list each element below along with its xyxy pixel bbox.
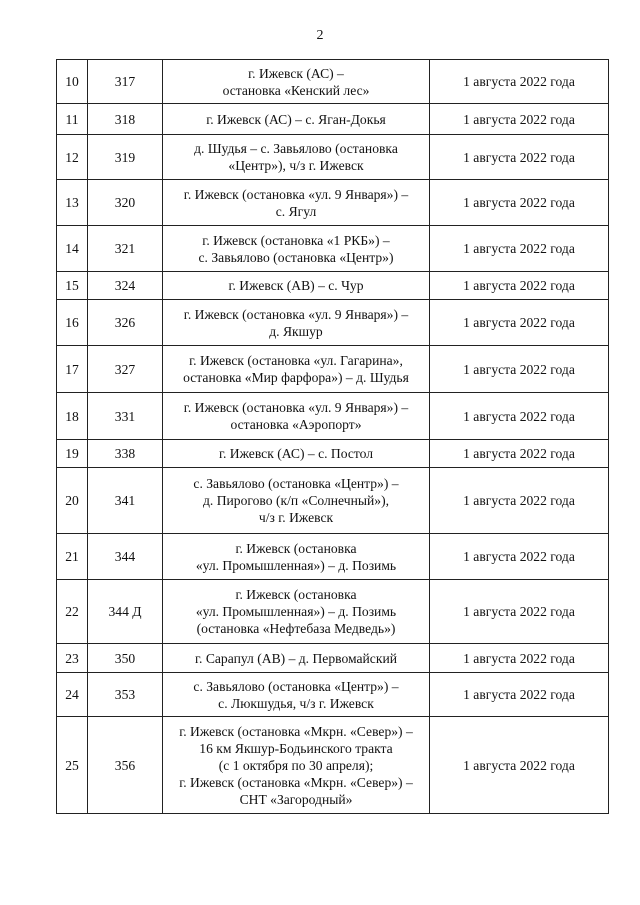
route-number-cell: 317 (88, 60, 163, 104)
route-number-cell: 320 (88, 180, 163, 226)
route-number-cell: 341 (88, 468, 163, 534)
effective-date-cell: 1 августа 2022 года (430, 300, 609, 346)
route-number-cell: 318 (88, 104, 163, 135)
route-description-cell (163, 393, 430, 440)
route-description-line: остановка «Аэропорт» (230, 417, 362, 432)
route-description-cell (163, 180, 430, 226)
effective-date-cell: 1 августа 2022 года (430, 346, 609, 393)
route-description-line: «Центр»), ч/з г. Ижевск (228, 158, 364, 173)
row-number-cell: 12 (57, 135, 88, 180)
route-description-cell (163, 717, 430, 814)
row-number-cell: 18 (57, 393, 88, 440)
table-row (57, 272, 609, 300)
table-row (57, 717, 609, 814)
effective-date-cell: 1 августа 2022 года (430, 717, 609, 814)
row-number-cell: 21 (57, 534, 88, 580)
route-description-line: г. Ижевск (остановка «ул. 9 Января») – (183, 186, 409, 202)
table-row (57, 644, 609, 673)
route-description-line: г. Ижевск (АС) – с. Постол (218, 446, 374, 461)
route-description-line: г. Сарапул (АВ) – д. Первомайский (194, 650, 397, 666)
table-row (57, 300, 609, 346)
route-number-cell: 327 (88, 346, 163, 393)
route-description-cell (163, 135, 430, 180)
table-row (57, 60, 609, 104)
route-description-line: с. Люкшудья, ч/з г. Ижевск (218, 695, 374, 711)
route-description-cell (163, 272, 430, 300)
route-description-line: д. Шудья – с. Завьялово (остановка (194, 141, 398, 156)
route-description-cell (163, 346, 430, 393)
routes-table (56, 59, 609, 814)
route-number-cell: 331 (88, 393, 163, 440)
row-number-cell: 11 (57, 104, 88, 135)
row-number-cell: 17 (57, 346, 88, 393)
route-description-line: СНТ «Загородный» (239, 791, 353, 807)
route-description-line: г. Ижевск (остановка «ул. 9 Января») – (183, 400, 409, 415)
routes-table-body (57, 60, 609, 814)
route-description-line: с. Завьялово (остановка «Центр») – (193, 678, 399, 694)
effective-date-cell: 1 августа 2022 года (430, 272, 609, 300)
table-row (57, 673, 609, 717)
row-number-cell: 22 (57, 580, 88, 644)
table-row (57, 534, 609, 580)
route-description-line: с. Завьялово (остановка «Центр») – (193, 476, 399, 491)
route-description-line: (с 1 октября по 30 апреля); (218, 757, 374, 773)
route-description-line: г. Ижевск (АС) – с. Яган-Докья (206, 111, 386, 127)
effective-date-cell: 1 августа 2022 года (430, 534, 609, 580)
route-description-line: г. Ижевск (остановка «ул. 9 Января») – (183, 306, 409, 322)
route-description-line: остановка «Кенский лес» (222, 82, 370, 98)
table-row (57, 393, 609, 440)
route-description-line: (остановка «Нефтебаза Медведь») (196, 621, 396, 636)
route-number-cell: 338 (88, 440, 163, 468)
effective-date-cell: 1 августа 2022 года (430, 60, 609, 104)
effective-date-cell: 1 августа 2022 года (430, 180, 609, 226)
row-number-cell: 23 (57, 644, 88, 673)
route-description-line: д. Якшур (269, 323, 323, 339)
table-row (57, 346, 609, 393)
route-description-line: 16 км Якшур-Бодьинского тракта (199, 740, 393, 756)
route-description-line: д. Пирогово (к/п «Солнечный»), (202, 493, 389, 508)
table-row (57, 226, 609, 272)
route-description-line: остановка «Мир фарфора») – д. Шудья (183, 370, 409, 385)
page-number: 2 (316, 28, 324, 43)
row-number-cell: 24 (57, 673, 88, 717)
route-description-line: г. Ижевск (остановка «Мкрн. «Север») – (179, 723, 413, 739)
table-row (57, 468, 609, 534)
effective-date-cell: 1 августа 2022 года (430, 393, 609, 440)
route-description-cell (163, 534, 430, 580)
row-number-cell: 16 (57, 300, 88, 346)
effective-date-cell: 1 августа 2022 года (430, 644, 609, 673)
route-description-line: г. Ижевск (остановка «ул. Гагарина», (189, 353, 403, 368)
effective-date-cell: 1 августа 2022 года (430, 226, 609, 272)
route-description-line: «ул. Промышленная») – д. Позимь (195, 557, 397, 573)
route-description-line: с. Ягул (275, 203, 317, 219)
table-row (57, 440, 609, 468)
row-number-cell: 13 (57, 180, 88, 226)
route-description-cell (163, 580, 430, 644)
table-row (57, 580, 609, 644)
route-description-line: ч/з г. Ижевск (258, 510, 334, 525)
effective-date-cell: 1 августа 2022 года (430, 580, 609, 644)
route-number-cell: 356 (88, 717, 163, 814)
route-description-line: г. Ижевск (АС) – (248, 65, 344, 81)
route-description-cell (163, 468, 430, 534)
row-number-cell: 15 (57, 272, 88, 300)
route-number-cell: 326 (88, 300, 163, 346)
route-description-cell (163, 226, 430, 272)
table-row (57, 180, 609, 226)
route-description-cell (163, 440, 430, 468)
route-number-cell: 353 (88, 673, 163, 717)
route-description-line: г. Ижевск (остановка (235, 587, 357, 602)
row-number-cell: 25 (57, 717, 88, 814)
route-description-line: г. Ижевск (остановка (235, 540, 357, 556)
route-number-cell: 344 (88, 534, 163, 580)
route-number-cell: 319 (88, 135, 163, 180)
row-number-cell: 20 (57, 468, 88, 534)
route-number-cell: 324 (88, 272, 163, 300)
route-description-line: г. Ижевск (АВ) – с. Чур (228, 278, 364, 293)
route-number-cell: 344 Д (88, 580, 163, 644)
route-number-cell: 321 (88, 226, 163, 272)
effective-date-cell: 1 августа 2022 года (430, 673, 609, 717)
route-description-cell (163, 104, 430, 135)
route-description-line: г. Ижевск (остановка «1 РКБ») – (202, 232, 390, 248)
effective-date-cell: 1 августа 2022 года (430, 104, 609, 135)
effective-date-cell: 1 августа 2022 года (430, 440, 609, 468)
effective-date-cell: 1 августа 2022 года (430, 135, 609, 180)
route-description-line: «ул. Промышленная») – д. Позимь (195, 604, 397, 619)
table-row (57, 135, 609, 180)
route-description-cell (163, 60, 430, 104)
route-description-line: с. Завьялово (остановка «Центр») (198, 249, 394, 265)
route-description-cell (163, 644, 430, 673)
route-description-cell (163, 300, 430, 346)
effective-date-cell: 1 августа 2022 года (430, 468, 609, 534)
row-number-cell: 19 (57, 440, 88, 468)
route-number-cell: 350 (88, 644, 163, 673)
row-number-cell: 10 (57, 60, 88, 104)
row-number-cell: 14 (57, 226, 88, 272)
route-description-line: г. Ижевск (остановка «Мкрн. «Север») – (179, 774, 413, 790)
route-description-cell (163, 673, 430, 717)
table-row (57, 104, 609, 135)
